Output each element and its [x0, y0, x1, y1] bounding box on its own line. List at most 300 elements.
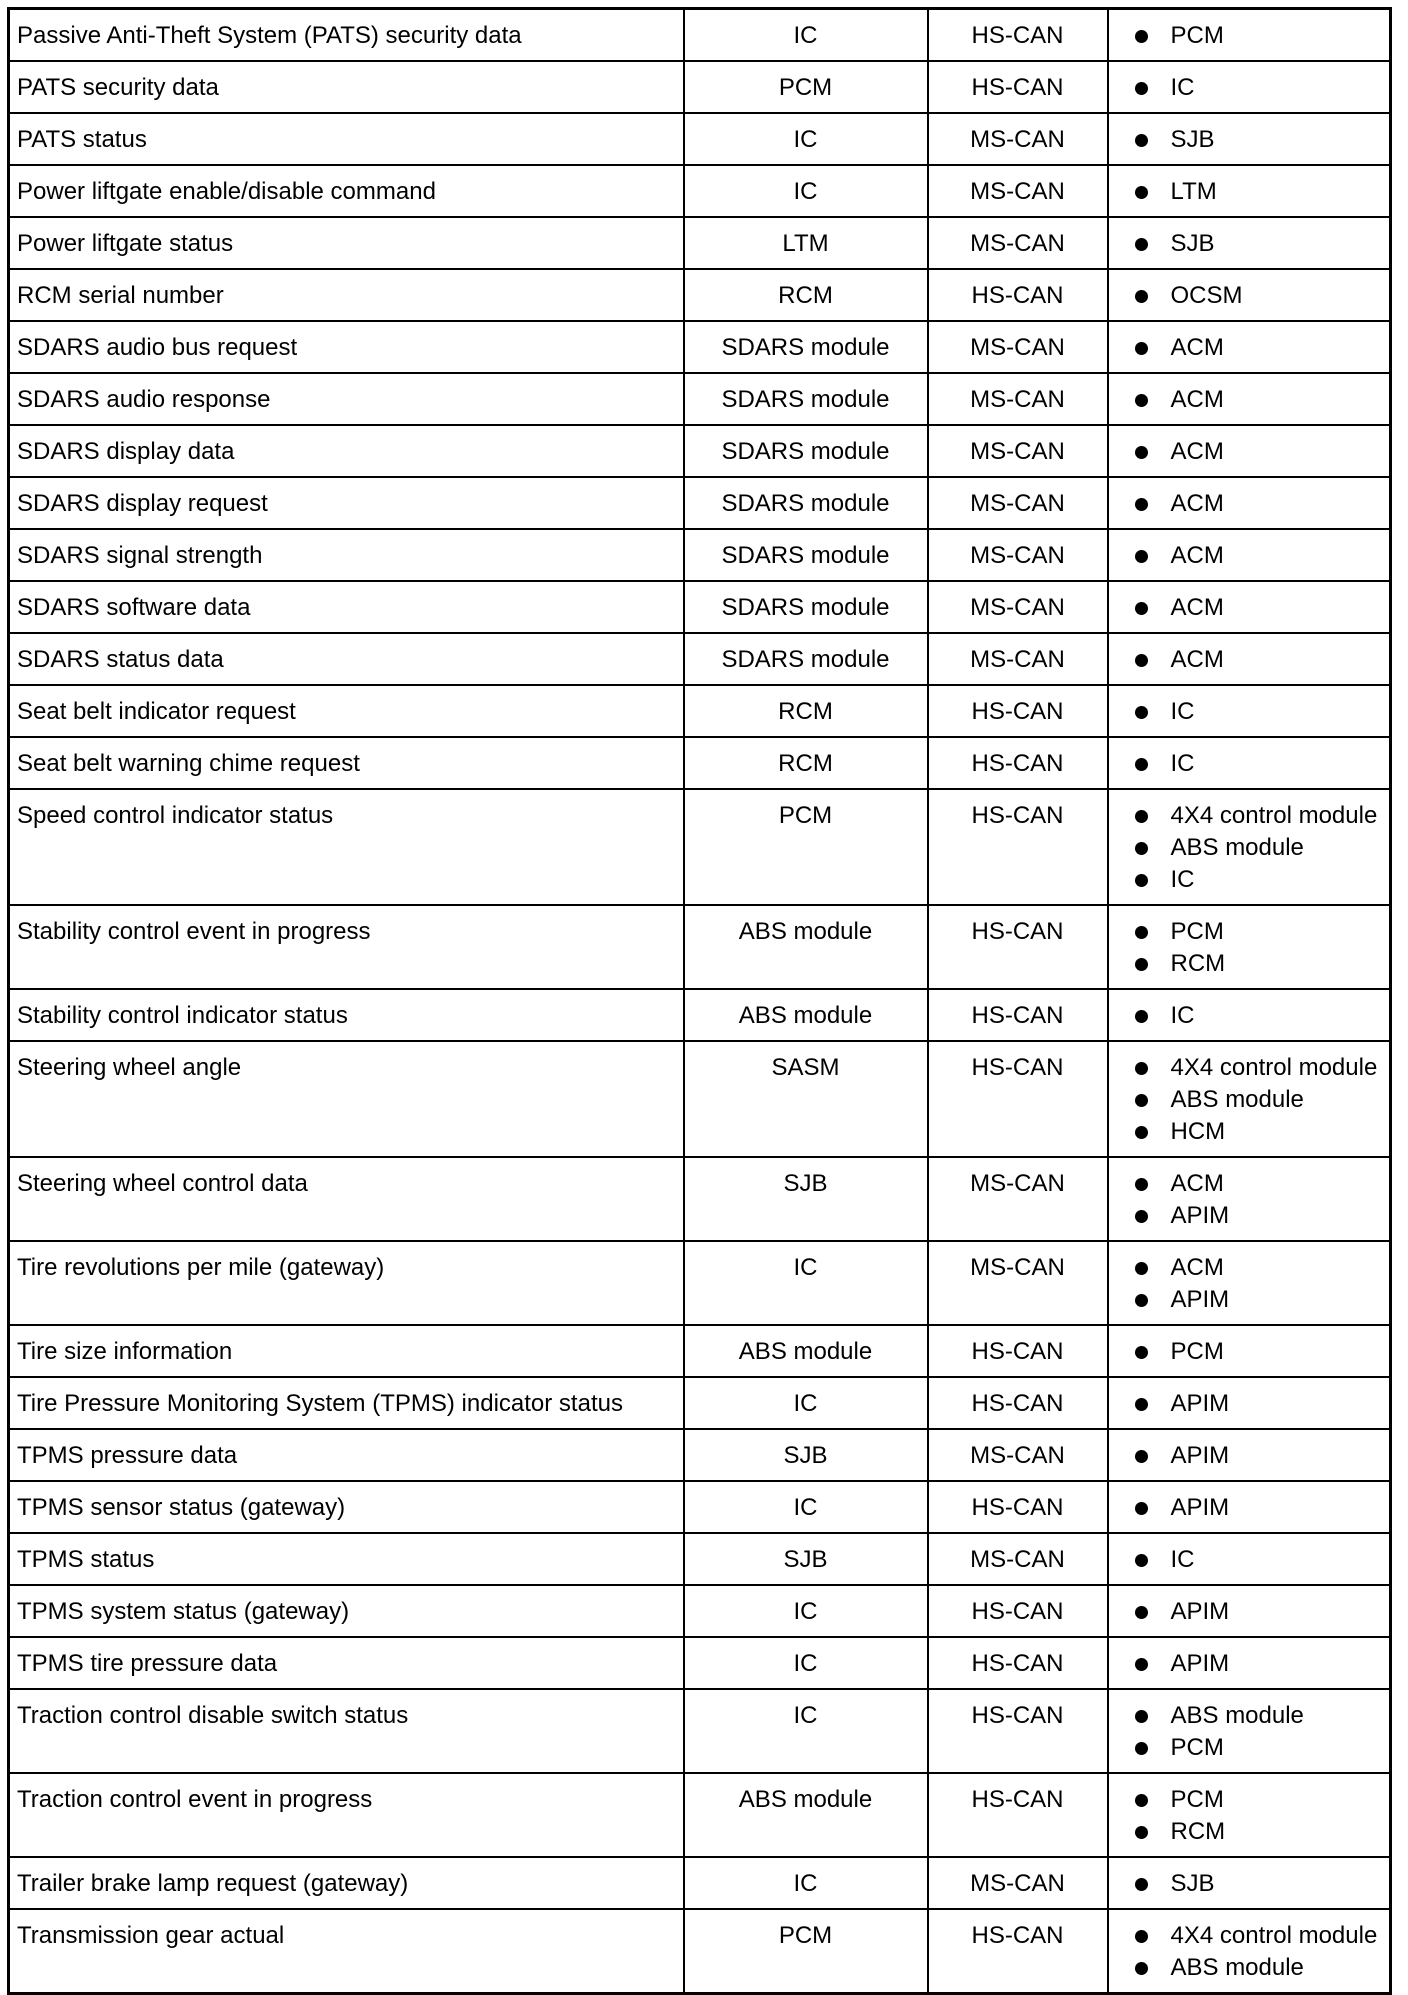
- receiver-label: RCM: [1170, 1818, 1226, 1845]
- originator-cell: ABS module: [684, 905, 928, 989]
- network-cell: MS-CAN: [928, 165, 1108, 217]
- receiver-item: [1135, 1868, 1383, 1900]
- network-cell: HS-CAN: [928, 1637, 1108, 1689]
- message-cell: SDARS audio bus request: [9, 321, 684, 373]
- receiver-item: [1135, 228, 1383, 260]
- receiver-item: [1135, 1732, 1383, 1764]
- receivers-cell: [1108, 1325, 1391, 1377]
- receiver-item: [1135, 332, 1383, 364]
- bullet-icon: [1135, 1606, 1148, 1619]
- receiver-item: [1135, 1440, 1383, 1472]
- table-row: [9, 789, 1391, 905]
- bullet-icon: [1135, 874, 1148, 887]
- receiver-item: [1135, 644, 1383, 676]
- network-cell: MS-CAN: [928, 373, 1108, 425]
- bullet-icon: [1135, 842, 1148, 855]
- receiver-label: PCM: [1170, 1786, 1224, 1813]
- receiver-item: [1135, 696, 1383, 728]
- bullet-icon: [1135, 394, 1148, 407]
- table-row: [9, 321, 1391, 373]
- originator-cell: SJB: [684, 1533, 928, 1585]
- receiver-label: APIM: [1170, 1650, 1230, 1677]
- receivers-cell: [1108, 1157, 1391, 1241]
- receiver-label: 4X4 control module: [1170, 1054, 1378, 1081]
- originator-cell: SDARS module: [684, 581, 928, 633]
- bullet-icon: [1135, 1398, 1148, 1411]
- receivers-cell: [1108, 737, 1391, 789]
- message-cell: TPMS sensor status (gateway): [9, 1481, 684, 1533]
- receiver-item: [1135, 1116, 1383, 1148]
- receiver-label: IC: [1170, 1546, 1195, 1573]
- receiver-list: [1116, 748, 1383, 780]
- bullet-icon: [1135, 706, 1148, 719]
- receivers-cell: [1108, 1241, 1391, 1325]
- network-message-table: [7, 7, 1392, 1995]
- originator-cell: ABS module: [684, 989, 928, 1041]
- network-cell: HS-CAN: [928, 1041, 1108, 1157]
- bullet-icon: [1135, 1710, 1148, 1723]
- receiver-list: [1116, 916, 1383, 980]
- receivers-cell: [1108, 1857, 1391, 1909]
- receiver-item: [1135, 1544, 1383, 1576]
- table-row: [9, 529, 1391, 581]
- bullet-icon: [1135, 1178, 1148, 1191]
- bullet-icon: [1135, 1962, 1148, 1975]
- originator-cell: IC: [684, 1857, 928, 1909]
- table-row: [9, 633, 1391, 685]
- originator-cell: SDARS module: [684, 425, 928, 477]
- message-cell: Stability control event in progress: [9, 905, 684, 989]
- message-cell: PATS security data: [9, 61, 684, 113]
- network-cell: HS-CAN: [928, 61, 1108, 113]
- receiver-item: [1135, 1492, 1383, 1524]
- receiver-list: [1116, 1596, 1383, 1628]
- receiver-item: [1135, 748, 1383, 780]
- receiver-list: [1116, 72, 1383, 104]
- bullet-icon: [1135, 1878, 1148, 1891]
- message-cell: SDARS signal strength: [9, 529, 684, 581]
- table-row: [9, 269, 1391, 321]
- receiver-label: ACM: [1170, 386, 1224, 413]
- table-row: [9, 1909, 1391, 1994]
- bullet-icon: [1135, 1658, 1148, 1671]
- receivers-cell: [1108, 529, 1391, 581]
- bullet-icon: [1135, 550, 1148, 563]
- message-cell: Power liftgate enable/disable command: [9, 165, 684, 217]
- bullet-icon: [1135, 1010, 1148, 1023]
- bullet-icon: [1135, 1062, 1148, 1075]
- message-cell: Stability control indicator status: [9, 989, 684, 1041]
- network-cell: MS-CAN: [928, 321, 1108, 373]
- receiver-list: [1116, 1168, 1383, 1232]
- bullet-icon: [1135, 134, 1148, 147]
- table-row: [9, 1533, 1391, 1585]
- receiver-label: SJB: [1170, 230, 1215, 257]
- receiver-label: IC: [1170, 866, 1195, 893]
- message-cell: Tire Pressure Monitoring System (TPMS) indicator status: [9, 1377, 684, 1429]
- receivers-cell: [1108, 1481, 1391, 1533]
- receiver-list: [1116, 592, 1383, 624]
- receiver-list: [1116, 1868, 1383, 1900]
- receiver-item: [1135, 1920, 1383, 1952]
- bullet-icon: [1135, 30, 1148, 43]
- table-row: [9, 217, 1391, 269]
- receiver-label: PCM: [1170, 22, 1224, 49]
- receivers-cell: [1108, 1377, 1391, 1429]
- message-cell: TPMS status: [9, 1533, 684, 1585]
- originator-cell: PCM: [684, 61, 928, 113]
- bullet-icon: [1135, 1930, 1148, 1943]
- network-cell: HS-CAN: [928, 1773, 1108, 1857]
- receiver-item: [1135, 1200, 1383, 1232]
- receiver-list: [1116, 488, 1383, 520]
- message-cell: SDARS audio response: [9, 373, 684, 425]
- originator-cell: PCM: [684, 1909, 928, 1994]
- bullet-icon: [1135, 238, 1148, 251]
- receiver-item: [1135, 488, 1383, 520]
- receiver-item: [1135, 1700, 1383, 1732]
- originator-cell: RCM: [684, 737, 928, 789]
- receivers-cell: [1108, 633, 1391, 685]
- receiver-label: LTM: [1170, 178, 1217, 205]
- receiver-label: IC: [1170, 698, 1195, 725]
- receiver-label: IC: [1170, 74, 1195, 101]
- receiver-list: [1116, 696, 1383, 728]
- network-cell: MS-CAN: [928, 217, 1108, 269]
- network-cell: HS-CAN: [928, 1585, 1108, 1637]
- receiver-list: [1116, 644, 1383, 676]
- receiver-label: PCM: [1170, 1338, 1224, 1365]
- receiver-label: PCM: [1170, 918, 1224, 945]
- network-cell: MS-CAN: [928, 1241, 1108, 1325]
- table-row: [9, 581, 1391, 633]
- receivers-cell: [1108, 165, 1391, 217]
- table-row: [9, 9, 1391, 62]
- receiver-list: [1116, 1440, 1383, 1472]
- table-row: [9, 1157, 1391, 1241]
- receivers-cell: [1108, 1533, 1391, 1585]
- bullet-icon: [1135, 602, 1148, 615]
- originator-cell: IC: [684, 1585, 928, 1637]
- bullet-icon: [1135, 1126, 1148, 1139]
- receivers-cell: [1108, 373, 1391, 425]
- table-row: [9, 165, 1391, 217]
- network-cell: HS-CAN: [928, 905, 1108, 989]
- message-cell: Traction control disable switch status: [9, 1689, 684, 1773]
- originator-cell: SDARS module: [684, 529, 928, 581]
- receiver-label: ABS module: [1170, 834, 1304, 861]
- receiver-list: [1116, 1252, 1383, 1316]
- originator-cell: IC: [684, 1241, 928, 1325]
- originator-cell: SJB: [684, 1157, 928, 1241]
- network-cell: HS-CAN: [928, 269, 1108, 321]
- network-cell: HS-CAN: [928, 1325, 1108, 1377]
- message-cell: TPMS system status (gateway): [9, 1585, 684, 1637]
- bullet-icon: [1135, 290, 1148, 303]
- bullet-icon: [1135, 1262, 1148, 1275]
- receivers-cell: [1108, 789, 1391, 905]
- message-cell: TPMS pressure data: [9, 1429, 684, 1481]
- table-row: [9, 685, 1391, 737]
- bullet-icon: [1135, 82, 1148, 95]
- receiver-item: [1135, 864, 1383, 896]
- table-row: [9, 1689, 1391, 1773]
- bullet-icon: [1135, 1210, 1148, 1223]
- originator-cell: IC: [684, 165, 928, 217]
- originator-cell: PCM: [684, 789, 928, 905]
- table-row: [9, 737, 1391, 789]
- receiver-list: [1116, 1700, 1383, 1764]
- receiver-item: [1135, 800, 1383, 832]
- receiver-list: [1116, 1052, 1383, 1148]
- originator-cell: IC: [684, 9, 928, 62]
- receivers-cell: [1108, 477, 1391, 529]
- originator-cell: ABS module: [684, 1325, 928, 1377]
- network-cell: HS-CAN: [928, 1377, 1108, 1429]
- message-cell: Power liftgate status: [9, 217, 684, 269]
- receiver-label: RCM: [1170, 950, 1226, 977]
- receiver-item: [1135, 1336, 1383, 1368]
- table-row: [9, 477, 1391, 529]
- originator-cell: ABS module: [684, 1773, 928, 1857]
- receivers-cell: [1108, 1429, 1391, 1481]
- table-row: [9, 113, 1391, 165]
- network-cell: HS-CAN: [928, 989, 1108, 1041]
- message-cell: Traction control event in progress: [9, 1773, 684, 1857]
- message-cell: TPMS tire pressure data: [9, 1637, 684, 1689]
- originator-cell: SDARS module: [684, 321, 928, 373]
- receiver-list: [1116, 280, 1383, 312]
- receivers-cell: [1108, 9, 1391, 62]
- message-cell: PATS status: [9, 113, 684, 165]
- receivers-cell: [1108, 1585, 1391, 1637]
- receiver-list: [1116, 1784, 1383, 1848]
- receiver-item: [1135, 1052, 1383, 1084]
- bullet-icon: [1135, 1502, 1148, 1515]
- receiver-label: ACM: [1170, 1254, 1224, 1281]
- receiver-list: [1116, 1920, 1383, 1984]
- receiver-label: ACM: [1170, 334, 1224, 361]
- network-cell: MS-CAN: [928, 1533, 1108, 1585]
- message-cell: Steering wheel angle: [9, 1041, 684, 1157]
- receiver-label: APIM: [1170, 1202, 1230, 1229]
- network-message-table-container: [7, 7, 1389, 1995]
- originator-cell: SDARS module: [684, 477, 928, 529]
- bullet-icon: [1135, 342, 1148, 355]
- receiver-item: [1135, 1952, 1383, 1984]
- message-cell: Tire revolutions per mile (gateway): [9, 1241, 684, 1325]
- bullet-icon: [1135, 186, 1148, 199]
- receiver-item: [1135, 1388, 1383, 1420]
- receiver-item: [1135, 436, 1383, 468]
- receiver-label: ACM: [1170, 646, 1224, 673]
- receiver-label: IC: [1170, 750, 1195, 777]
- receivers-cell: [1108, 1773, 1391, 1857]
- receivers-cell: [1108, 1909, 1391, 1994]
- message-cell: SDARS display request: [9, 477, 684, 529]
- receiver-item: [1135, 1816, 1383, 1848]
- receiver-label: ABS module: [1170, 1086, 1304, 1113]
- table-row: [9, 61, 1391, 113]
- receiver-item: [1135, 1084, 1383, 1116]
- receiver-label: APIM: [1170, 1598, 1230, 1625]
- originator-cell: IC: [684, 113, 928, 165]
- receivers-cell: [1108, 1637, 1391, 1689]
- originator-cell: IC: [684, 1377, 928, 1429]
- message-cell: SDARS display data: [9, 425, 684, 477]
- message-cell: Speed control indicator status: [9, 789, 684, 905]
- receiver-item: [1135, 384, 1383, 416]
- receiver-item: [1135, 592, 1383, 624]
- receiver-item: [1135, 176, 1383, 208]
- bullet-icon: [1135, 1294, 1148, 1307]
- table-body: [9, 9, 1391, 1994]
- network-cell: MS-CAN: [928, 477, 1108, 529]
- receiver-list: [1116, 332, 1383, 364]
- message-cell: Tire size information: [9, 1325, 684, 1377]
- table-row: [9, 1325, 1391, 1377]
- receiver-item: [1135, 1252, 1383, 1284]
- message-cell: Seat belt warning chime request: [9, 737, 684, 789]
- originator-cell: SDARS module: [684, 373, 928, 425]
- originator-cell: IC: [684, 1689, 928, 1773]
- receiver-item: [1135, 1000, 1383, 1032]
- receiver-list: [1116, 1648, 1383, 1680]
- receivers-cell: [1108, 905, 1391, 989]
- receiver-item: [1135, 1284, 1383, 1316]
- network-cell: MS-CAN: [928, 425, 1108, 477]
- message-cell: SDARS software data: [9, 581, 684, 633]
- network-cell: MS-CAN: [928, 113, 1108, 165]
- originator-cell: LTM: [684, 217, 928, 269]
- receiver-item: [1135, 124, 1383, 156]
- receiver-list: [1116, 540, 1383, 572]
- network-cell: MS-CAN: [928, 1157, 1108, 1241]
- receiver-item: [1135, 832, 1383, 864]
- receiver-list: [1116, 1544, 1383, 1576]
- originator-cell: IC: [684, 1637, 928, 1689]
- receiver-label: SJB: [1170, 1870, 1215, 1897]
- receiver-item: [1135, 1596, 1383, 1628]
- bullet-icon: [1135, 446, 1148, 459]
- receivers-cell: [1108, 581, 1391, 633]
- receiver-list: [1116, 1336, 1383, 1368]
- receiver-item: [1135, 1648, 1383, 1680]
- receiver-label: IC: [1170, 1002, 1195, 1029]
- table-row: [9, 1041, 1391, 1157]
- receivers-cell: [1108, 425, 1391, 477]
- receivers-cell: [1108, 989, 1391, 1041]
- receivers-cell: [1108, 61, 1391, 113]
- bullet-icon: [1135, 758, 1148, 771]
- receiver-item: [1135, 1784, 1383, 1816]
- receiver-item: [1135, 72, 1383, 104]
- table-row: [9, 1241, 1391, 1325]
- receivers-cell: [1108, 113, 1391, 165]
- receiver-list: [1116, 800, 1383, 896]
- originator-cell: IC: [684, 1481, 928, 1533]
- network-cell: MS-CAN: [928, 581, 1108, 633]
- table-row: [9, 373, 1391, 425]
- bullet-icon: [1135, 926, 1148, 939]
- originator-cell: SJB: [684, 1429, 928, 1481]
- network-cell: HS-CAN: [928, 1689, 1108, 1773]
- table-row: [9, 989, 1391, 1041]
- table-row: [9, 425, 1391, 477]
- message-cell: Steering wheel control data: [9, 1157, 684, 1241]
- bullet-icon: [1135, 1794, 1148, 1807]
- receiver-label: ACM: [1170, 542, 1224, 569]
- receiver-label: ACM: [1170, 438, 1224, 465]
- network-cell: HS-CAN: [928, 789, 1108, 905]
- table-row: [9, 1481, 1391, 1533]
- receiver-label: ACM: [1170, 490, 1224, 517]
- receiver-label: ACM: [1170, 594, 1224, 621]
- network-cell: HS-CAN: [928, 737, 1108, 789]
- bullet-icon: [1135, 1450, 1148, 1463]
- table-row: [9, 1857, 1391, 1909]
- receiver-label: 4X4 control module: [1170, 1922, 1378, 1949]
- network-cell: MS-CAN: [928, 1429, 1108, 1481]
- originator-cell: SDARS module: [684, 633, 928, 685]
- receiver-list: [1116, 384, 1383, 416]
- receiver-list: [1116, 124, 1383, 156]
- message-cell: RCM serial number: [9, 269, 684, 321]
- table-row: [9, 905, 1391, 989]
- receiver-list: [1116, 1388, 1383, 1420]
- receiver-list: [1116, 20, 1383, 52]
- receiver-item: [1135, 540, 1383, 572]
- network-cell: HS-CAN: [928, 9, 1108, 62]
- receiver-item: [1135, 280, 1383, 312]
- bullet-icon: [1135, 1742, 1148, 1755]
- bullet-icon: [1135, 958, 1148, 971]
- bullet-icon: [1135, 1554, 1148, 1567]
- message-cell: Trailer brake lamp request (gateway): [9, 1857, 684, 1909]
- receiver-label: ACM: [1170, 1170, 1224, 1197]
- network-cell: HS-CAN: [928, 1909, 1108, 1994]
- receiver-list: [1116, 228, 1383, 260]
- receiver-label: PCM: [1170, 1734, 1224, 1761]
- receiver-label: APIM: [1170, 1390, 1230, 1417]
- receiver-label: 4X4 control module: [1170, 802, 1378, 829]
- bullet-icon: [1135, 810, 1148, 823]
- receivers-cell: [1108, 685, 1391, 737]
- receiver-list: [1116, 1000, 1383, 1032]
- receivers-cell: [1108, 321, 1391, 373]
- receiver-item: [1135, 20, 1383, 52]
- receiver-label: ABS module: [1170, 1954, 1304, 1981]
- network-cell: MS-CAN: [928, 633, 1108, 685]
- originator-cell: RCM: [684, 269, 928, 321]
- bullet-icon: [1135, 1346, 1148, 1359]
- table-row: [9, 1585, 1391, 1637]
- receiver-item: [1135, 948, 1383, 980]
- table-row: [9, 1377, 1391, 1429]
- message-cell: SDARS status data: [9, 633, 684, 685]
- receiver-label: ABS module: [1170, 1702, 1304, 1729]
- network-cell: MS-CAN: [928, 529, 1108, 581]
- receiver-item: [1135, 1168, 1383, 1200]
- receivers-cell: [1108, 1689, 1391, 1773]
- receiver-item: [1135, 916, 1383, 948]
- receiver-list: [1116, 436, 1383, 468]
- network-cell: HS-CAN: [928, 1481, 1108, 1533]
- table-row: [9, 1429, 1391, 1481]
- originator-cell: RCM: [684, 685, 928, 737]
- receiver-label: APIM: [1170, 1494, 1230, 1521]
- receiver-label: SJB: [1170, 126, 1215, 153]
